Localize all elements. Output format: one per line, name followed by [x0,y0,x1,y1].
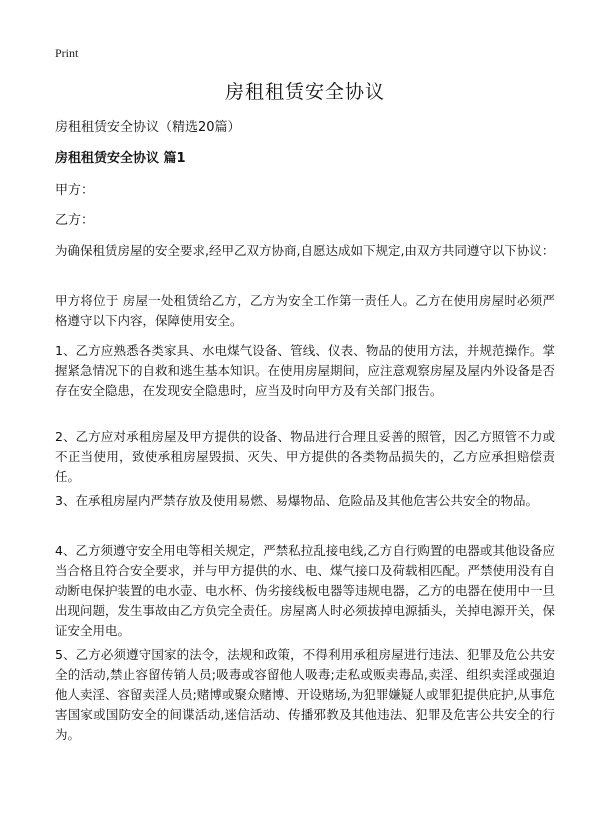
paragraph-clause-1: 1、乙方应熟悉各类家具、水电煤气设备、管线、仪表、物品的使用方法，并规范操作。掌握紧急情况下的自救和逃生基本知识。在使用房屋期间，应注意观察房屋及屋内外设备是否存在安全隐患，在发现安全隐患时，应当及时向甲方及有关部门报告。 [55,343,556,398]
paragraph-clause-3: 3、在承租房屋内严禁存放及使用易燃、易爆物品、危险品及其他危害公共安全的物品。 [55,493,538,508]
paragraph-clause-5: 5、乙方必须遵守国家的法令，法规和政策，不得利用承租房屋进行违法、犯罪及危公共安全的活动,禁止容留传销人员;吸毒或容留他人吸毒;走私或贩卖毒品,卖淫、组织卖淫或强迫他人卖淫、容留卖淫人员;赌博或聚众赌博、开设赌场,为犯罪嫌疑人或罪犯提供庇护,从事危害国家或国防安全的间谍活动,迷信活动、传播邪教及其他违法、犯罪及危害公共安全的行为。 [55,647,555,742]
paragraph-clause-4: 4、乙方须遵守安全用电等相关规定，严禁私拉乱接电线,乙方自行购置的电器或其他设备应当合格且符合安全要求，并与甲方提供的水、电、煤气接口及荷载相匹配。严禁使用没有自动断电保护装置的电水壶、电水杯、伪劣接线板电器等违规电器，乙方的电器在使用中一旦出现问题，发生事故由乙方负完全责任。房屋离人时必须拔掉电源插头，关掉电源开关，保证安全用电。 [55,543,556,638]
paragraph-clause-2: 2、乙方应对承租房屋及甲方提供的设备、物品进行合理且妥善的照管，因乙方照管不力或不正当使用，致使承租房屋毁损、灭失、甲方提供的各类物品损失的，乙方应承担赔偿责任。 [55,429,555,484]
paragraph-lease: 甲方将位于 房屋一处租赁给乙方，乙方为安全工作第一责任人。乙方在使用房屋时必须严格遵守以下内容，保障使用安全。 [55,293,555,328]
section-heading: 房租租赁安全协议 篇1 [55,151,186,166]
document-subtitle: 房租租赁安全协议（精选20篇） [55,120,241,135]
page-title: 房租租赁安全协议 [224,81,385,103]
print-link[interactable]: Print [55,46,79,60]
paragraph-intro: 为确保租赁房屋的安全要求,经甲乙双方协商,自愿达成如下规定,由双方共同遵守以下协议： [55,243,555,258]
party-a-line: 甲方： [55,183,95,198]
party-b-line: 乙方： [55,213,95,228]
